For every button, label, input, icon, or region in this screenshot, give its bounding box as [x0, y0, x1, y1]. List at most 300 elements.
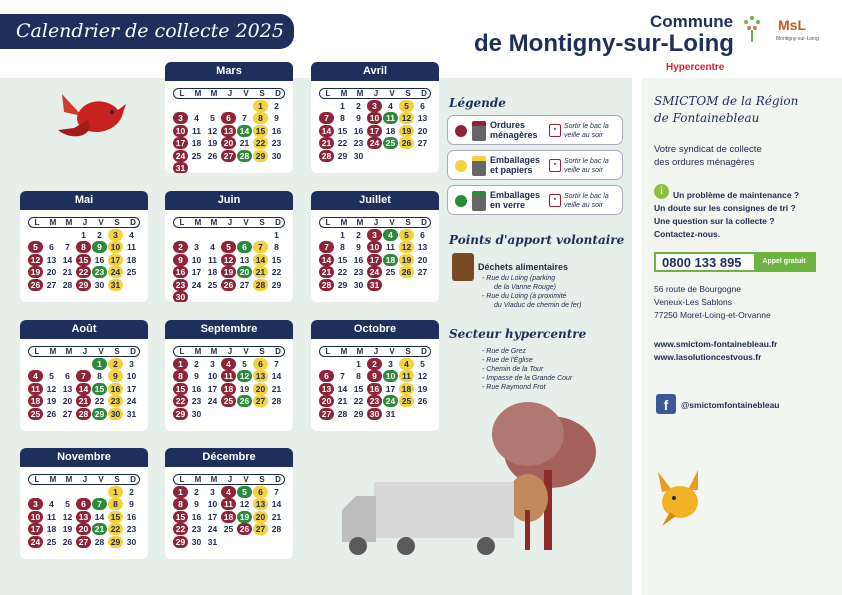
dow-label: M	[356, 347, 364, 356]
day-cell: 9	[274, 113, 279, 124]
dow-label: S	[405, 218, 411, 227]
phone-box[interactable]	[654, 252, 816, 272]
empty-day-cell	[205, 229, 220, 241]
day-cell: 31	[126, 408, 137, 419]
day-cell: 7	[253, 241, 268, 253]
legend-label: Ordures ménagères	[490, 120, 538, 140]
empty-day-cell	[205, 100, 220, 112]
day-cell: 5	[49, 371, 54, 382]
day-cell: 13	[239, 254, 250, 265]
day-cell: 23	[108, 395, 123, 407]
smictom-subtitle-line: des ordures ménagères	[654, 157, 755, 168]
legend-item-ordures	[447, 115, 623, 145]
secteur-title: Secteur hypercentre	[449, 327, 587, 341]
day-cell: 24	[126, 396, 137, 407]
day-cell: 7	[274, 487, 279, 497]
day-cell: 31	[173, 162, 188, 173]
month-title: Mars	[165, 62, 293, 81]
day-cell: 19	[221, 266, 236, 278]
day-cell: 30	[126, 536, 137, 547]
address-line: Veneux-Les Sablons	[654, 297, 732, 307]
dow-label: M	[65, 475, 73, 484]
dow-label: J	[227, 347, 233, 356]
day-cell: 2	[173, 241, 188, 253]
empty-day-cell	[60, 486, 75, 498]
day-cell: 18	[399, 383, 414, 395]
day-cell: 5	[210, 113, 215, 124]
day-cell: 16	[126, 511, 137, 522]
day-cell: 18	[385, 125, 396, 136]
day-cell: 15	[76, 254, 91, 266]
empty-day-cell	[319, 100, 334, 112]
day-cell: 6	[253, 486, 268, 498]
dow-label: J	[227, 218, 233, 227]
dow-row	[28, 474, 140, 485]
day-cell: 5	[399, 100, 414, 112]
empty-day-cell	[319, 229, 334, 241]
day-cell: 16	[94, 254, 105, 265]
day-cell: 25	[385, 267, 396, 278]
day-grid	[173, 358, 285, 420]
day-cell: 3	[210, 359, 215, 369]
day-cell: 19	[237, 511, 252, 523]
dow-label: L	[325, 218, 331, 227]
day-cell: 18	[191, 138, 202, 149]
empty-day-cell	[28, 486, 43, 498]
day-cell: 19	[28, 266, 43, 278]
day-cell: 21	[319, 137, 334, 149]
day-cell: 4	[49, 499, 54, 510]
day-cell: 10	[207, 499, 218, 510]
day-cell: 30	[191, 408, 202, 419]
dow-label: V	[98, 475, 104, 484]
dow-label: M	[340, 347, 348, 356]
day-cell: 27	[319, 408, 334, 420]
dow-label: M	[210, 475, 218, 484]
day-cell: 7	[242, 113, 247, 124]
smictom-title-line: SMICTOM de la Région	[654, 94, 799, 108]
apport-title: Points d'apport volontaire	[449, 233, 625, 247]
day-cell: 2	[274, 101, 279, 111]
day-cell: 21	[319, 266, 334, 278]
day-cell: 25	[383, 137, 398, 149]
day-cell: 13	[417, 242, 428, 253]
month-title: Octobre	[311, 320, 439, 339]
dow-label: D	[130, 475, 136, 484]
day-cell: 4	[210, 242, 215, 253]
day-cell: 17	[126, 383, 137, 394]
dow-label: M	[65, 218, 73, 227]
day-cell: 14	[271, 371, 282, 382]
day-cell: 23	[271, 138, 282, 149]
dow-label: M	[356, 89, 364, 98]
day-cell: 11	[208, 254, 217, 265]
day-cell: 6	[221, 112, 236, 124]
day-cell: 17	[191, 267, 202, 278]
website-link[interactable]: www.lasolutioncestvous.fr	[654, 352, 762, 362]
compost-bin-icon	[452, 253, 474, 281]
facebook-handle[interactable]: @smictomfontainebleau	[681, 400, 780, 410]
day-cell: 25	[399, 395, 414, 407]
day-cell: 19	[62, 524, 73, 535]
day-cell: 11	[28, 383, 43, 395]
legend-label: Emballages et papiers	[490, 155, 541, 175]
day-cell: 1	[173, 486, 188, 498]
month-card	[20, 191, 148, 302]
phone-number[interactable]: 0800 133 895	[662, 255, 742, 270]
day-cell: 10	[207, 371, 218, 382]
day-cell: 1	[340, 230, 345, 240]
month-title: Août	[20, 320, 148, 339]
day-cell: 5	[237, 486, 252, 498]
empty-day-cell	[189, 100, 204, 112]
day-cell: 26	[46, 408, 57, 419]
month-title: Novembre	[20, 448, 148, 467]
day-grid	[28, 358, 140, 420]
dow-label: S	[405, 89, 411, 98]
day-cell: 30	[367, 408, 382, 420]
dow-label: S	[114, 475, 120, 484]
day-cell: 17	[207, 383, 218, 394]
day-cell: 2	[194, 487, 199, 497]
dow-label: M	[210, 347, 218, 356]
dow-label: L	[34, 475, 40, 484]
dow-row	[319, 88, 431, 99]
dow-row	[28, 217, 140, 228]
dow-label: V	[389, 89, 395, 98]
day-cell: 6	[237, 241, 252, 253]
dow-label: J	[227, 475, 233, 484]
question-line: Une question sur la collecte ?	[654, 216, 775, 226]
day-cell: 19	[399, 125, 414, 137]
day-cell: 14	[271, 499, 282, 510]
day-cell: 9	[129, 499, 134, 510]
day-cell: 19	[46, 396, 57, 407]
month-title: Septembre	[165, 320, 293, 339]
page-title: Calendrier de collecte 2025	[0, 14, 294, 49]
smictom-address	[654, 283, 771, 322]
bin-icon	[472, 121, 486, 141]
day-cell: 21	[239, 138, 250, 149]
day-cell: 21	[76, 395, 91, 407]
day-cell: 31	[385, 408, 396, 419]
day-cell: 11	[127, 242, 136, 253]
day-cell: 3	[367, 229, 382, 241]
dow-label: M	[49, 475, 57, 484]
empty-day-cell	[60, 229, 75, 241]
day-cell: 21	[271, 511, 282, 522]
day-cell: 23	[191, 396, 202, 407]
day-cell: 20	[417, 254, 428, 265]
day-cell: 22	[253, 137, 268, 149]
day-cell: 18	[383, 254, 398, 266]
dow-label: M	[194, 347, 202, 356]
apport-location: - Rue du Loing (à proximité	[482, 293, 567, 300]
day-cell: 18	[126, 254, 137, 265]
street-item: - Rue Raymond Frot	[482, 384, 546, 391]
day-cell: 17	[367, 254, 382, 266]
month-card	[165, 191, 293, 302]
day-cell: 14	[319, 254, 334, 266]
day-cell: 1	[274, 230, 279, 240]
dow-label: S	[114, 347, 120, 356]
day-cell: 13	[221, 125, 236, 137]
day-cell: 13	[319, 383, 334, 395]
day-cell: 19	[417, 383, 428, 394]
day-cell: 28	[337, 408, 348, 419]
day-cell: 27	[253, 395, 268, 407]
day-cell: 7	[76, 370, 91, 382]
day-cell: 9	[367, 370, 382, 382]
dow-row	[173, 88, 285, 99]
month-title: Juin	[165, 191, 293, 210]
day-cell: 20	[237, 266, 252, 278]
facebook-icon[interactable]: f	[656, 394, 676, 414]
day-cell: 28	[253, 279, 268, 291]
day-cell: 13	[46, 254, 57, 265]
day-cell: 14	[76, 383, 91, 395]
day-cell: 27	[417, 267, 428, 278]
day-cell: 11	[221, 498, 236, 510]
day-grid	[319, 229, 431, 291]
month-card	[165, 448, 293, 559]
day-grid	[173, 486, 285, 548]
day-cell: 29	[353, 408, 364, 419]
day-cell: 5	[399, 229, 414, 241]
question-line: Un doute sur les consignes de tri ?	[654, 203, 796, 213]
day-cell: 20	[62, 396, 73, 407]
dow-label: J	[82, 347, 88, 356]
day-cell: 4	[221, 358, 236, 370]
apport-location: du Viaduc de chemin de fer)	[494, 302, 582, 309]
day-cell: 7	[319, 241, 334, 253]
empty-day-cell	[76, 358, 91, 370]
day-cell: 24	[173, 150, 188, 162]
day-cell: 26	[28, 279, 43, 291]
day-cell: 29	[271, 279, 282, 290]
empty-day-cell	[253, 229, 268, 241]
day-cell: 10	[28, 511, 43, 523]
empty-day-cell	[76, 486, 91, 498]
day-grid	[173, 229, 285, 302]
day-cell: 8	[173, 498, 188, 510]
secteur-streets	[482, 347, 572, 392]
dow-label: J	[82, 218, 88, 227]
dow-label: M	[340, 218, 348, 227]
orange-bird-icon	[654, 468, 706, 528]
day-cell: 27	[239, 279, 250, 290]
empty-day-cell	[189, 229, 204, 241]
day-cell: 3	[173, 112, 188, 124]
day-cell: 21	[92, 523, 107, 535]
day-cell: 10	[191, 254, 202, 265]
svg-text:MsL: MsL	[778, 17, 806, 33]
day-cell: 20	[253, 383, 268, 395]
question-line: Un problème de maintenance ?	[673, 190, 800, 200]
dow-label: S	[259, 218, 265, 227]
street-item: - Impasse de la Grande Cour	[482, 375, 573, 382]
dow-label: M	[194, 89, 202, 98]
dow-row	[173, 474, 285, 485]
day-cell: 2	[367, 358, 382, 370]
dow-label: D	[421, 218, 427, 227]
day-cell: 22	[173, 523, 188, 535]
day-cell: 8	[253, 112, 268, 124]
dow-label: S	[259, 475, 265, 484]
day-cell: 8	[173, 370, 188, 382]
dow-label: S	[259, 89, 265, 98]
dow-label: D	[275, 218, 281, 227]
day-cell: 20	[253, 511, 268, 523]
day-cell: 23	[173, 279, 188, 291]
empty-day-cell	[173, 229, 188, 241]
dow-label: V	[389, 347, 395, 356]
day-cell: 27	[62, 408, 73, 419]
empty-day-cell	[44, 358, 59, 370]
day-cell: 17	[108, 254, 123, 266]
day-cell: 14	[62, 254, 73, 265]
day-cell: 11	[221, 370, 236, 382]
free-call-tag: Appel gratuit	[754, 254, 814, 270]
day-cell: 9	[194, 371, 199, 382]
day-cell: 12	[237, 370, 252, 382]
dow-label: D	[421, 89, 427, 98]
dow-label: M	[340, 89, 348, 98]
street-item: - Chemin de la Tour	[482, 366, 544, 373]
day-cell: 13	[62, 383, 73, 394]
dow-label: S	[114, 218, 120, 227]
day-cell: 8	[356, 371, 361, 382]
day-cell: 15	[92, 383, 107, 395]
empty-day-cell	[221, 100, 236, 112]
day-cell: 4	[129, 230, 134, 240]
day-cell: 15	[337, 254, 348, 265]
day-cell: 26	[399, 266, 414, 278]
day-cell: 25	[191, 150, 202, 161]
day-cell: 16	[173, 266, 188, 278]
day-cell: 15	[108, 511, 123, 523]
empty-day-cell	[60, 358, 75, 370]
montigny-logo-icon	[742, 12, 832, 44]
day-cell: 1	[108, 486, 123, 498]
day-cell: 30	[353, 279, 364, 290]
day-cell: 22	[76, 266, 91, 278]
website-link[interactable]: www.smictom-fontainebleau.fr	[654, 339, 778, 349]
dow-label: J	[373, 218, 379, 227]
day-cell: 28	[237, 150, 252, 162]
day-cell: 10	[126, 371, 137, 382]
day-cell: 11	[383, 112, 398, 124]
day-cell: 28	[76, 408, 91, 420]
day-cell: 10	[383, 370, 398, 382]
day-cell: 3	[28, 498, 43, 510]
day-cell: 25	[46, 536, 57, 547]
day-cell: 24	[207, 524, 218, 535]
month-title: Mai	[20, 191, 148, 210]
day-cell: 13	[417, 113, 428, 124]
day-grid	[173, 100, 285, 173]
day-cell: 7	[65, 242, 70, 253]
day-cell: 20	[76, 523, 91, 535]
day-cell: 28	[62, 279, 73, 290]
day-cell: 2	[97, 230, 102, 240]
day-cell: 27	[76, 536, 91, 548]
day-cell: 6	[76, 498, 91, 510]
day-cell: 4	[28, 370, 43, 382]
day-cell: 6	[420, 101, 425, 111]
day-cell: 30	[108, 408, 123, 420]
day-cell: 16	[108, 383, 123, 395]
day-cell: 14	[94, 511, 105, 522]
day-cell: 18	[207, 267, 218, 278]
day-cell: 8	[274, 242, 279, 253]
day-cell: 22	[94, 396, 105, 407]
legend-note: Sortir le bac la veille au soir	[564, 158, 609, 174]
bin-icon	[472, 156, 486, 176]
dow-label: D	[275, 347, 281, 356]
day-cell: 26	[237, 523, 252, 535]
day-cell: 12	[399, 241, 414, 253]
day-cell: 23	[367, 395, 382, 407]
day-cell: 30	[353, 150, 364, 161]
day-cell: 19	[399, 254, 414, 266]
smictom-title	[654, 93, 834, 127]
dow-label: D	[130, 218, 136, 227]
day-cell: 29	[92, 408, 107, 420]
day-cell: 29	[337, 279, 348, 290]
day-cell: 30	[271, 150, 282, 161]
day-cell: 15	[337, 125, 348, 136]
day-cell: 12	[417, 371, 428, 382]
apport-item: Déchets alimentaires	[478, 262, 569, 272]
day-cell: 2	[194, 359, 199, 369]
day-cell: 26	[417, 396, 428, 407]
day-cell: 14	[237, 125, 252, 137]
dow-label: L	[179, 347, 185, 356]
dow-label: J	[82, 475, 88, 484]
dow-label: L	[179, 218, 185, 227]
day-cell: 18	[28, 395, 43, 407]
day-cell: 22	[337, 267, 348, 278]
day-cell: 28	[319, 150, 334, 162]
day-cell: 4	[383, 229, 398, 241]
dow-row	[319, 346, 431, 357]
dow-row	[173, 217, 285, 228]
day-cell: 4	[399, 358, 414, 370]
day-cell: 29	[173, 536, 188, 548]
day-cell: 13	[253, 370, 268, 382]
day-cell: 17	[173, 137, 188, 149]
day-cell: 25	[28, 408, 43, 420]
dow-label: M	[49, 218, 57, 227]
day-cell: 8	[97, 371, 102, 382]
day-cell: 13	[253, 498, 268, 510]
day-cell: 21	[253, 266, 268, 278]
day-cell: 12	[399, 112, 414, 124]
day-cell: 2	[356, 230, 361, 240]
day-cell: 16	[271, 125, 282, 136]
day-cell: 22	[353, 396, 364, 407]
day-cell: 16	[191, 511, 202, 522]
empty-day-cell	[335, 358, 350, 370]
empty-day-cell	[319, 358, 334, 370]
dow-label: M	[194, 218, 202, 227]
day-cell: 10	[173, 125, 188, 137]
dow-label: V	[243, 218, 249, 227]
day-cell: 25	[221, 395, 236, 407]
day-cell: 8	[76, 241, 91, 253]
day-cell: 14	[319, 125, 334, 137]
